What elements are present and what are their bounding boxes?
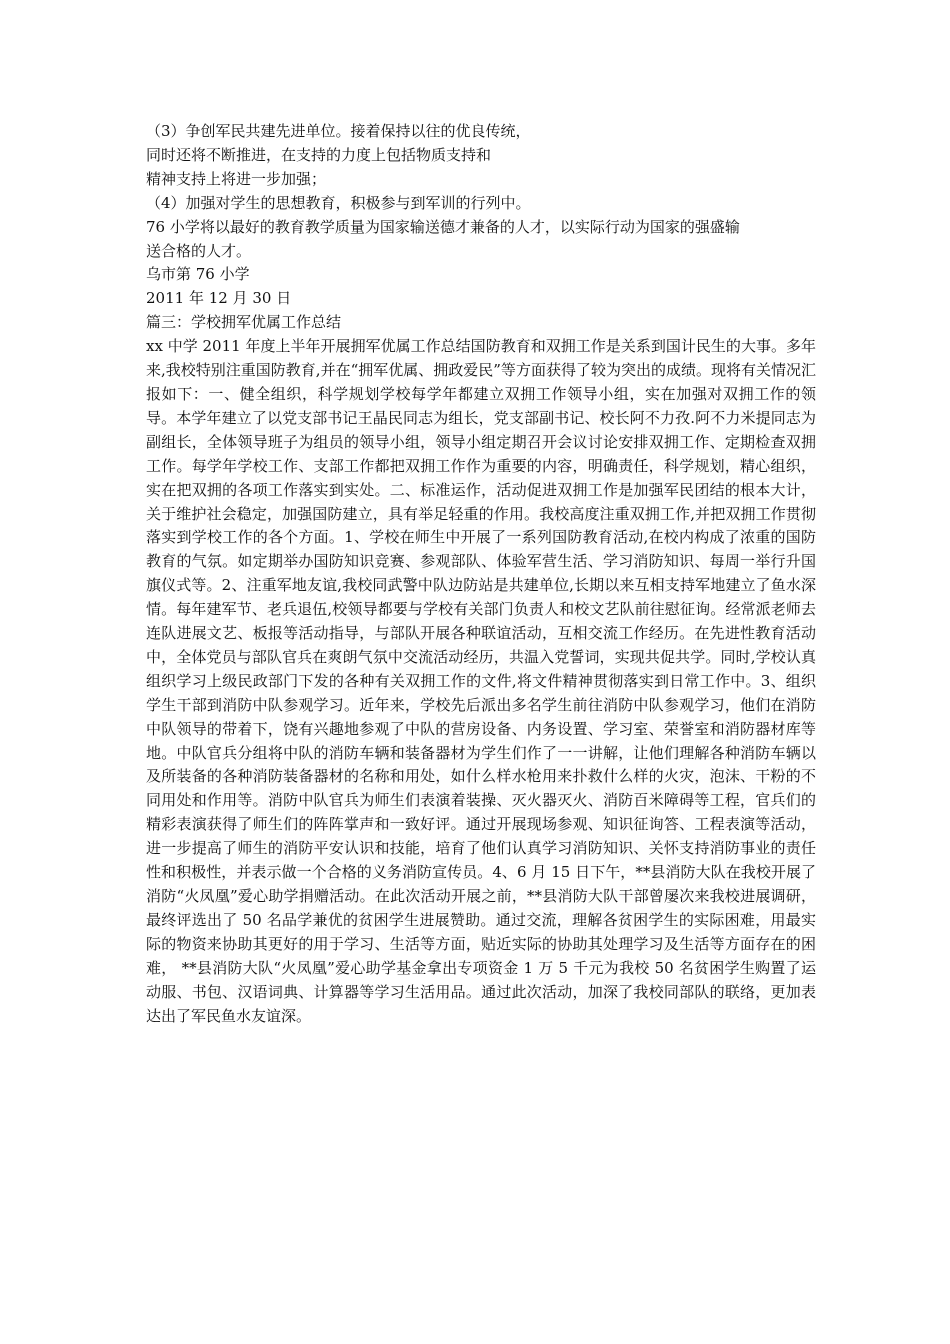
text-line-5: 76 小学将以最好的教育教学质量为国家输送德才兼备的人才，以实际行动为国家的强盛输 <box>146 217 740 236</box>
signature-date: 2011 年 12 月 30 日 <box>146 289 292 308</box>
text-line-3: 精神支持上将进一步加强； <box>146 169 327 188</box>
text-line-6: 送合格的人才。 <box>146 241 252 260</box>
text-line-2: 同时还将不断推进，在支持的力度上包括物质支持和 <box>146 145 492 164</box>
body-paragraph: xx 中学 2011 年度上半年开展拥军优属工作总结国防教育和双拥工作是关系到国计民生的大事。多年来,我校特别注重国防教育,并在“拥军优属、拥政爱民”等方面获得了较为突出的成绩。现将有关情况汇报如下：一、健全组织，科学规划学校每学年都建立双拥工作领导小组，实在加强对双拥工作的领导。本学年建立了以党支部书记王晶民同志为组长，党支部副书记、校长阿不力孜.阿不力米提同志为副组长，全体领导班子为组员的领导小组，领导小组定期召开会议讨论安排双拥工作、定期检查双拥工作。每学年学校工作、支部工作都把双拥工作作为重要的内容，明确责任，科学规划，精心组织，实在把双拥的各项工作落实到实处。二、标准运作，活动促进双拥工作是加强军民团结的根本大计，关于维护社会稳定，加强国防建立，具有举足轻重的作用。我校高度注重双拥工作,并把双拥工作贯彻落实到学校工作的各个方面。1、学校在师生中开展了一系列国防教育活动,在校内构成了浓重的国防教育的气氛。如定期举办国防知识竞赛、参观部队、体验军营生活、学习消防知识、每周一举行升国旗仪式等。2、注重军地友谊,我校同武警中队边防站是共建单位,长期以来互相支持军地建立了鱼水深情。每年建军节、老兵退伍,校领导都要与学校有关部门负责人和校文艺队前往慰征询。经常派老师去连队进展文艺、板报等活动指导，与部队开展各种联谊活动，互相交流工作经历。在先进性教育活动中，全体党员与部队官兵在爽朗气氛中交流活动经历，共温入党誓词，实现共促共学。同时,学校认真组织学习上级民政部门下发的各种有关双拥工作的文件,将文件精神贯彻落实到日常工作中。3、组织学生干部到消防中队参观学习。近年来，学校先后派出多名学生前往消防中队参观学习，他们在消防中队领导的带着下，饶有兴趣地参观了中队的营房设备、内务设置、学习室、荣誉室和消防器材库等地。中队官兵分组将中队的消防车辆和装备器材为学生们作了一一讲解，让他们理解各种消防车辆以及所装备的各种消防装备器材的名称和用处，如什么样水枪用来扑救什么样的火灾，泡沫、干粉的不同用处和作用等。消防中队官兵为师生们表演着装操、灭火器灭火、消防百米障碍等工程，官兵们的精彩表演获得了师生们的阵阵掌声和一致好评。通过开展现场参观、知识征询答、工程表演等活动，进一步提高了师生的消防平安认识和技能，培育了他们认真学习消防知识、关怀支持消防事业的责任性和积极性，并表示做一个合格的义务消防宣传员。4、6 月 15 日下午，**县消防大队在我校开展了消防“火凤凰”爱心助学捐赠活动。在此次活动开展之前，**县消防大队干部曾屡次来我校进展调研，最终评选出了 50 名品学兼优的贫困学生进展赞助。通过交流，理解各贫困学生的实际困难，用最实际的物资来协助其更好的用于学习、生活等方面，贴近实际的协助其处理学习及生活等方面存在的困难， **县消防大队“火凤凰”爱心助学基金拿出专项资金 1 万 5 千元为我校 50 名贫困学生购置了运动服、书包、汉语词典、计算器等学习生活用品。通过此次活动，加深了我校同部队的联络，更加表达出了军民鱼水友谊深。 <box>146 337 816 1025</box>
text-line-4: （4）加强对学生的思想教育，积极参与到军训的行列中。 <box>146 193 531 212</box>
text-line-1: （3）争创军民共建先进单位。接着保持以往的优良传统， <box>146 122 531 140</box>
school-signature: 乌市第 76 小学 <box>146 265 250 284</box>
section-heading: 篇三：学校拥军优属工作总结 <box>146 313 342 332</box>
document-page <box>146 120 816 1028</box>
